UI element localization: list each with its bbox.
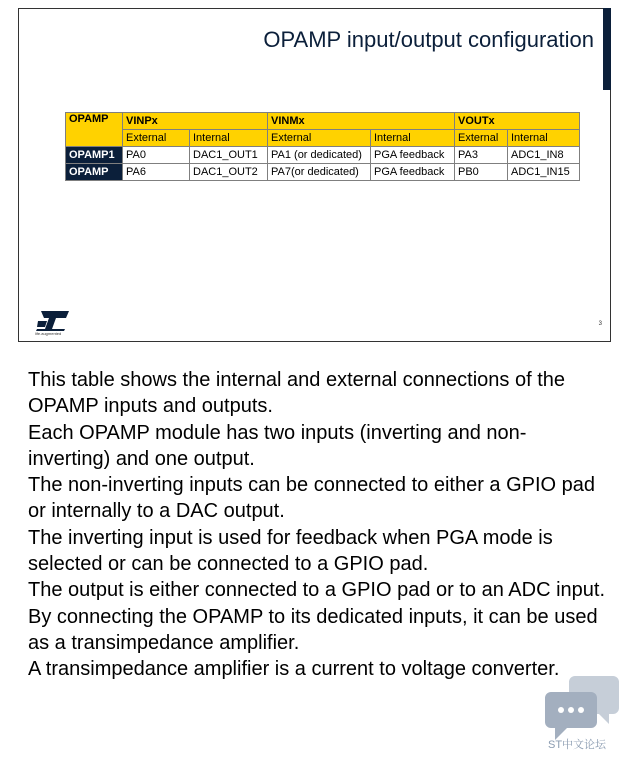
header-vinmx: VINMx — [268, 113, 455, 130]
table-group-header-row — [66, 113, 580, 130]
table-row — [66, 147, 580, 164]
header-opamp: OPAMP — [66, 113, 123, 147]
subheader-vinm-external: External — [268, 130, 371, 147]
slide-title: OPAMP input/output configuration — [263, 27, 594, 52]
page-number: 3 — [598, 321, 602, 327]
subheader-vout-external: External — [455, 130, 508, 147]
table-cell: DAC1_OUT2 — [190, 164, 268, 181]
notes-paragraph: The output is either connected to a GPIO pad or to an ADC input. — [28, 579, 606, 602]
speaker-notes — [28, 367, 608, 683]
table-cell: PGA feedback — [371, 147, 455, 164]
notes-paragraph: The non-inverting inputs can be connected to either a GPIO pad or internally to a DAC output. — [28, 474, 596, 523]
subheader-vinp-internal: Internal — [190, 130, 268, 147]
table-cell: PA1 (or dedicated) — [268, 147, 371, 164]
header-vinpx: VINPx — [123, 113, 268, 130]
subheader-vout-internal: Internal — [508, 130, 580, 147]
opamp-config-table — [65, 112, 580, 181]
table-cell: PA3 — [455, 147, 508, 164]
table-cell: PGA feedback — [371, 164, 455, 181]
table-subheader-row — [66, 130, 580, 147]
table-row — [66, 164, 580, 181]
header-voutx: VOUTx — [455, 113, 580, 130]
table-cell: PA6 — [123, 164, 190, 181]
subheader-vinp-external: External — [123, 130, 190, 147]
row-label: OPAMP — [66, 164, 123, 181]
st-logo-icon — [35, 309, 71, 333]
subheader-vinm-internal: Internal — [371, 130, 455, 147]
logo-tagline: life.augmented — [35, 331, 62, 336]
notes-paragraph: A transimpedance amplifier is a current to voltage converter. — [28, 658, 560, 681]
notes-paragraph: Each OPAMP module has two inputs (inverting and non-inverting) and one output. — [28, 421, 527, 470]
table-cell: PA7(or dedicated) — [268, 164, 371, 181]
notes-paragraph: The inverting input is used for feedback when PGA mode is selected or can be connected to a GPIO pad. — [28, 526, 553, 576]
notes-paragraph: This table shows the internal and external connections of the OPAMP inputs and outputs. — [28, 369, 565, 418]
notes-paragraph: By connecting the OPAMP to its dedicated inputs, it can be used as a transimpedance amplifier. — [28, 605, 598, 654]
table-cell: DAC1_OUT1 — [190, 147, 268, 164]
table-cell: PB0 — [455, 164, 508, 181]
row-label: OPAMP1 — [66, 147, 123, 164]
watermark-text: ST中文论坛 — [548, 739, 607, 751]
table-cell: ADC1_IN8 — [508, 147, 580, 164]
table-cell: ADC1_IN15 — [508, 164, 580, 181]
slide-accent-bar — [603, 8, 611, 90]
slide — [18, 8, 611, 342]
table-cell: PA0 — [123, 147, 190, 164]
